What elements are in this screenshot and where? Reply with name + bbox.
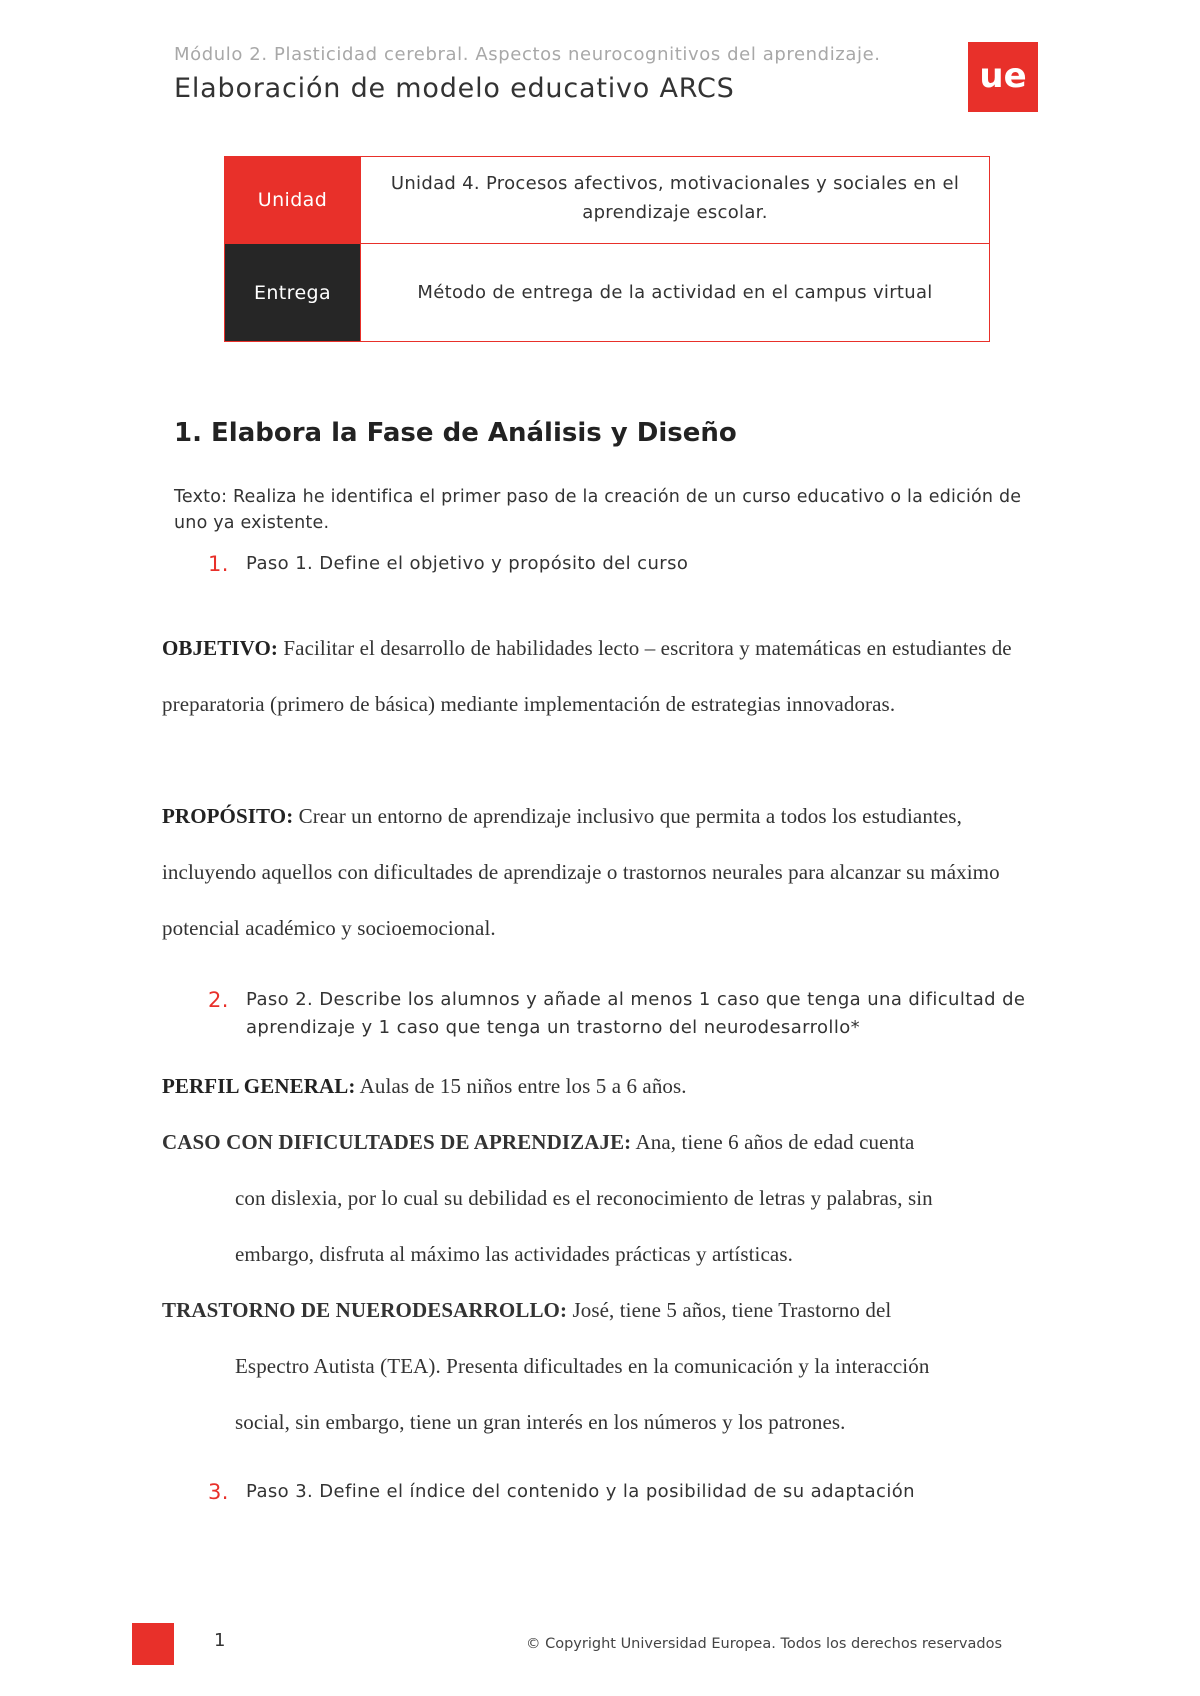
entrega-label: Entrega bbox=[225, 244, 361, 341]
proposito-text: Crear un entorno de aprendizaje inclusivo que permita a todos los estudiantes, incluyendo aquellos con dificultades de aprendizaje o trastornos neurales para alcanzar su máximo potencial académico y socioemocional. bbox=[162, 804, 1000, 940]
ue-logo-icon bbox=[968, 42, 1038, 112]
perfil-paragraph bbox=[162, 1058, 1042, 1114]
section-heading: 1. Elabora la Fase de Análisis y Diseño bbox=[174, 418, 737, 448]
objetivo-paragraph bbox=[162, 620, 1042, 732]
section-instructions: Texto: Realiza he identifica el primer paso de la creación de un curso educativo o la edición de uno ya existente. bbox=[174, 487, 1022, 533]
footer-square bbox=[132, 1623, 174, 1665]
caso-dificultades-line: con dislexia, por lo cual su debilidad es el reconocimiento de letras y palabras, sin bbox=[235, 1186, 933, 1210]
objetivo-label: OBJETIVO: bbox=[162, 636, 279, 660]
entrega-row bbox=[225, 243, 989, 341]
trastorno-paragraph bbox=[162, 1282, 1042, 1450]
ue-logo bbox=[968, 42, 1038, 112]
caso-dificultades-label: CASO CON DIFICULTADES DE APRENDIZAJE: bbox=[162, 1130, 632, 1154]
copyright-notice: © Copyright Universidad Europea. Todos los derechos reservados bbox=[526, 1636, 1002, 1652]
step-text: Paso 1. Define el objetivo y propósito del curso bbox=[246, 553, 689, 574]
trastorno-label: TRASTORNO DE NUERODESARROLLO: bbox=[162, 1298, 568, 1322]
entrega-value: Método de entrega de la actividad en el campus virtual bbox=[417, 282, 933, 303]
proposito-label: PROPÓSITO: bbox=[162, 804, 294, 828]
caso-dificultades-line: embargo, disfruta al máximo las actividades prácticas y artísticas. bbox=[235, 1242, 793, 1266]
perfil-label: PERFIL GENERAL: bbox=[162, 1074, 356, 1098]
trastorno-line: social, sin embargo, tiene un gran interés en los números y los patrones. bbox=[235, 1410, 846, 1434]
step-number: 2. bbox=[208, 988, 229, 1012]
trastorno-text: José, tiene 5 años, tiene Trastorno del bbox=[567, 1298, 892, 1322]
step-text: Paso 3. Define el índice del contenido y la posibilidad de su adaptación bbox=[246, 1481, 915, 1502]
caso-dificultades-text: Ana, tiene 6 años de edad cuenta bbox=[631, 1130, 915, 1154]
unidad-value: Unidad 4. Procesos afectivos, motivacionales y sociales en el aprendizaje escolar. bbox=[390, 173, 960, 223]
document-title: Elaboración de modelo educativo ARCS bbox=[174, 73, 735, 104]
step-text: Paso 2. Describe los alumnos y añade al menos 1 caso que tenga una dificultad de aprendizaje y 1 caso que tenga un trastorno del neurodesarrollo* bbox=[246, 989, 1026, 1038]
step-number: 3. bbox=[208, 1480, 229, 1504]
svg-text:ue: ue bbox=[979, 56, 1027, 96]
info-table bbox=[224, 156, 990, 342]
trastorno-line: Espectro Autista (TEA). Presenta dificultades en la comunicación y la interacción bbox=[235, 1354, 930, 1378]
module-subtitle: Módulo 2. Plasticidad cerebral. Aspectos neurocognitivos del aprendizaje. bbox=[174, 44, 881, 65]
step-number: 1. bbox=[208, 552, 229, 576]
page-number: 1 bbox=[214, 1630, 226, 1651]
unidad-row bbox=[225, 157, 989, 243]
proposito-paragraph bbox=[162, 788, 1042, 956]
objetivo-text: Facilitar el desarrollo de habilidades lecto – escritora y matemáticas en estudiantes de preparatoria (primero de básica) mediante implementación de estrategias innovadoras. bbox=[162, 636, 1012, 716]
perfil-text: Aulas de 15 niños entre los 5 a 6 años. bbox=[355, 1074, 687, 1098]
unidad-label: Unidad bbox=[225, 157, 361, 243]
step-1 bbox=[208, 550, 1056, 578]
step-2 bbox=[208, 986, 1056, 1042]
caso-dificultades-paragraph bbox=[162, 1114, 1042, 1282]
step-3 bbox=[208, 1478, 1056, 1506]
